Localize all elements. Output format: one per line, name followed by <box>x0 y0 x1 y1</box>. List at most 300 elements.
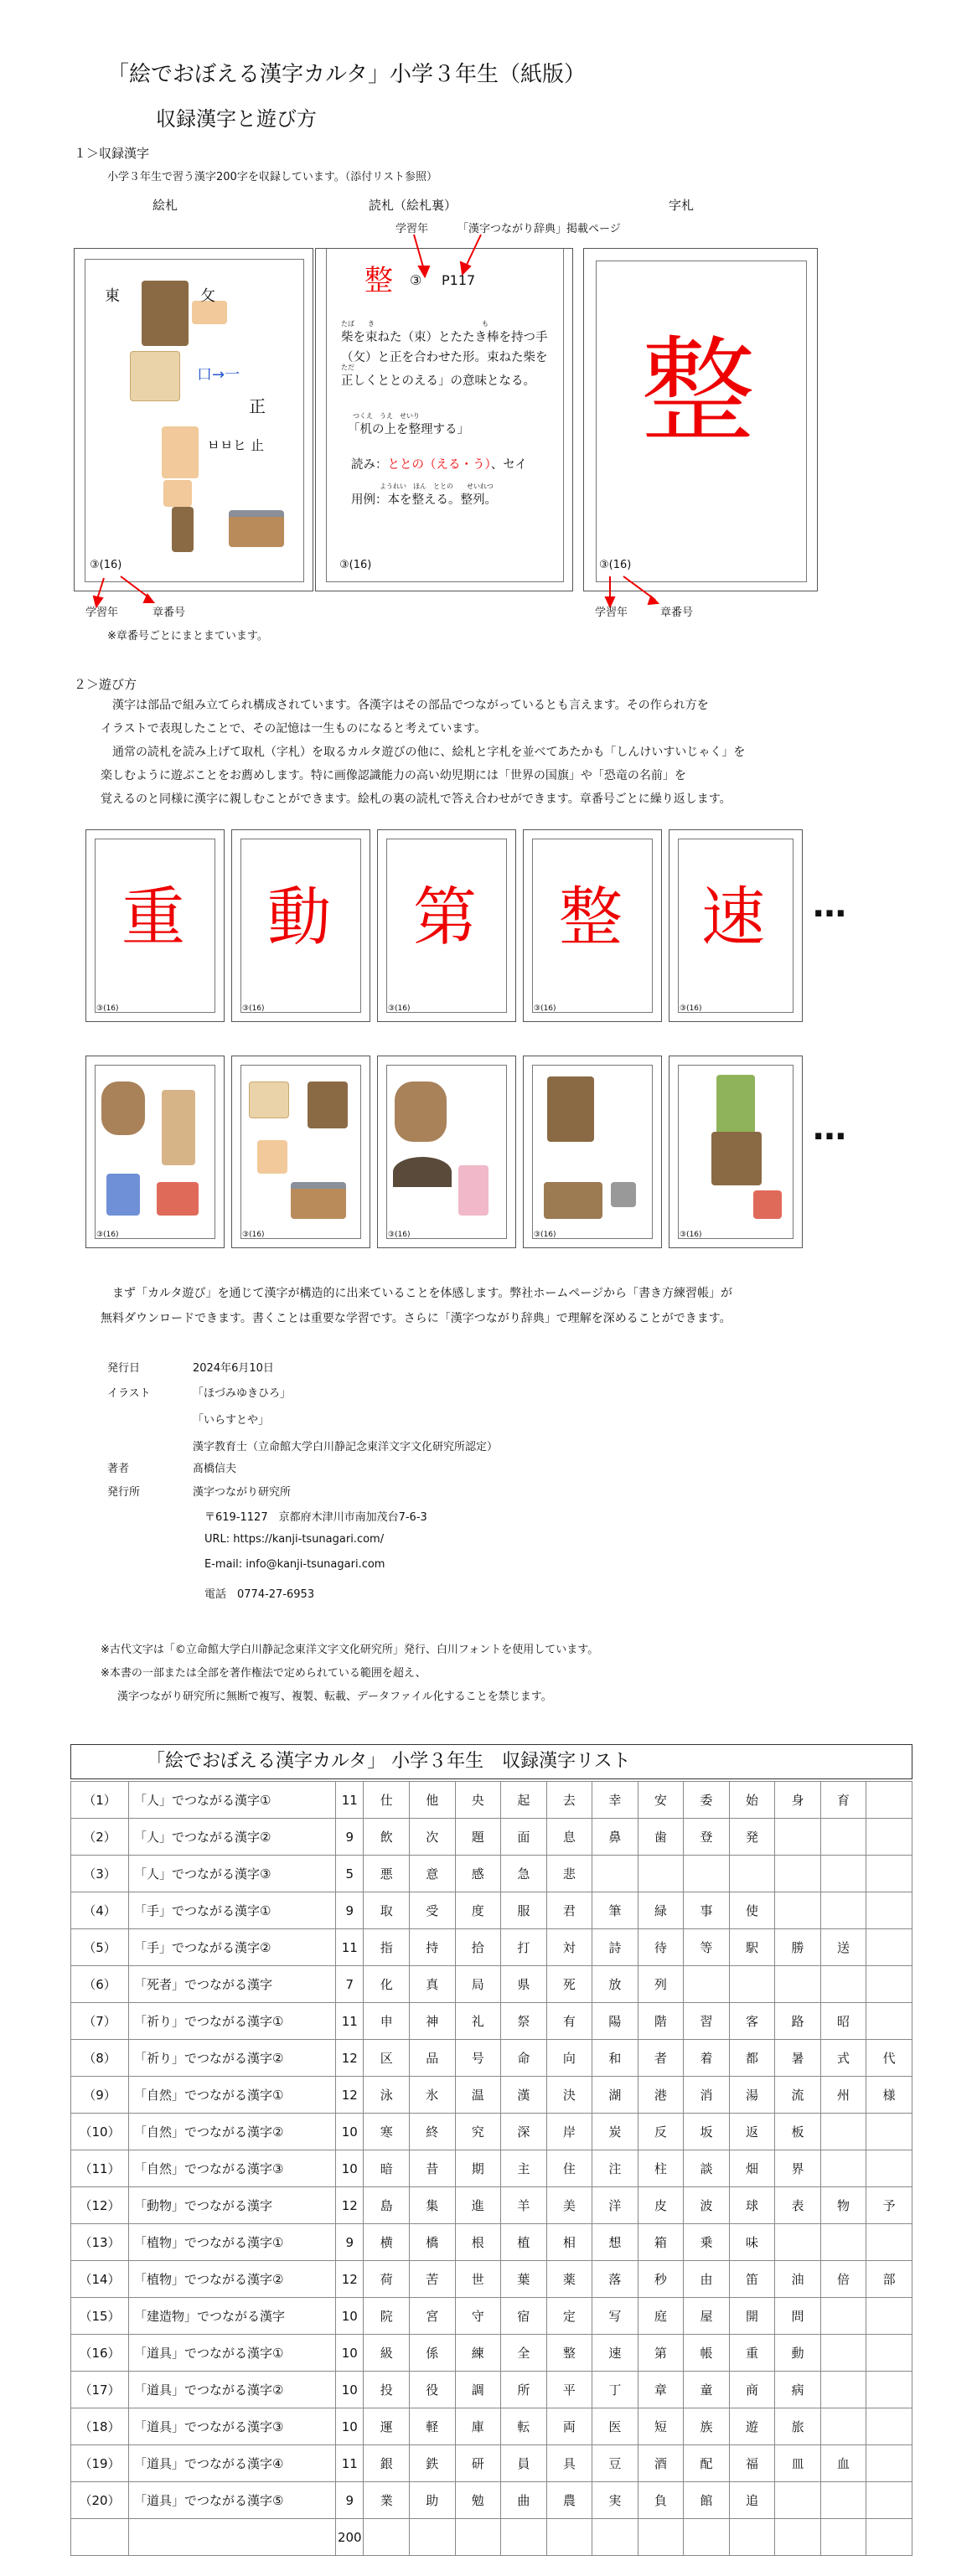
row-count: 10 <box>336 2298 364 2335</box>
kanji-cell: 昔 <box>410 2150 456 2187</box>
kanji-cell: 丁 <box>592 2372 638 2408</box>
total-row <box>71 2519 912 2556</box>
kanji-cell <box>820 2372 866 2408</box>
picture-card: ③(16) <box>669 1056 803 1248</box>
row-count: 12 <box>336 2040 364 2077</box>
kanji-cell: 息 <box>546 1819 592 1856</box>
label-yomifuda: 読札（絵札裏） <box>369 198 457 213</box>
table-row <box>71 2408 912 2445</box>
kanji-cell <box>866 1819 912 1856</box>
yomi-card-code: ③(16) <box>339 559 372 571</box>
row-group-name: 「自然」でつながる漢字③ <box>129 2150 336 2187</box>
kanji-cell: 負 <box>638 2482 684 2519</box>
row-count: 7 <box>336 1966 364 2003</box>
kanji-cell: 飲 <box>364 1819 410 1856</box>
row-group-name: 「人」でつながる漢字① <box>129 1782 336 1819</box>
date-label: 発行日 <box>107 1362 141 1375</box>
note-2: ※本書の一部または全部を著作権法で定められている範囲を超え、 <box>101 1667 426 1680</box>
kanji-cell: 育 <box>820 1782 866 1819</box>
tel: 電話 0774-27-6953 <box>204 1588 315 1601</box>
row-count: 11 <box>336 2003 364 2040</box>
row-index: （19） <box>71 2445 129 2482</box>
kanji-cell <box>684 1856 730 1892</box>
kanji-cell: 血 <box>820 2445 866 2482</box>
kanji-cell <box>866 2298 912 2335</box>
yomi-reading: 読み：ととの（える・う）、セイ <box>351 458 527 472</box>
kanji-cell <box>820 2335 866 2372</box>
row-count: 5 <box>336 1856 364 1892</box>
kanji-cell: 帳 <box>684 2335 730 2372</box>
kanji-cell <box>820 1892 866 1929</box>
kanji-cell: 和 <box>592 2040 638 2077</box>
kanji-cell: 柱 <box>638 2150 684 2187</box>
kanji-cell <box>638 1856 684 1892</box>
row-count: 11 <box>336 1929 364 1966</box>
kanji-cell: 受 <box>410 1892 456 1929</box>
kanji-cell <box>866 1856 912 1892</box>
row-count: 11 <box>336 1782 364 1819</box>
label-grade-right: 学習年 <box>595 607 628 619</box>
kanji-cell: 湖 <box>592 2077 638 2114</box>
kanji-cell: 階 <box>638 2003 684 2040</box>
kanji-cell: 進 <box>455 2187 501 2224</box>
kanji-cell <box>820 2408 866 2445</box>
kanji-cell: 期 <box>455 2150 501 2187</box>
yomi-ruby3: ただ <box>341 364 354 371</box>
kanji-cell: 緑 <box>638 1892 684 1929</box>
kanji-cell <box>775 1819 821 1856</box>
kanji-cell: 着 <box>684 2040 730 2077</box>
kanji-cell: 使 <box>729 1892 775 1929</box>
kanji-cell: 葉 <box>501 2261 547 2298</box>
table-row <box>71 2261 912 2298</box>
kanji-cell: 式 <box>820 2040 866 2077</box>
kanji-cell: 遊 <box>729 2408 775 2445</box>
kanji-cell: 庫 <box>455 2408 501 2445</box>
kanji-cell: 島 <box>364 2187 410 2224</box>
kanji-cell: 鼻 <box>592 1819 638 1856</box>
kanji-cell: 勝 <box>775 1929 821 1966</box>
kanji-cell: 開 <box>729 2298 775 2335</box>
kanji-cell: 去 <box>546 1782 592 1819</box>
kanji-cell: 病 <box>775 2372 821 2408</box>
row-group-name: 「自然」でつながる漢字① <box>129 2077 336 2114</box>
kanji-cell: 決 <box>546 2077 592 2114</box>
kanji-cell: 意 <box>410 1856 456 1892</box>
kanji-cell: 申 <box>364 2003 410 2040</box>
list-title: 「絵でおぼえる漢字カルタ」 小学３年生 収録漢字リスト <box>70 1744 912 1779</box>
kanji-cell: 度 <box>455 1892 501 1929</box>
picture-card: ③(16) <box>231 1056 370 1248</box>
kanji-cell: 調 <box>455 2372 501 2408</box>
row-group-name: 「植物」でつながる漢字① <box>129 2224 336 2261</box>
kanji-cell: 送 <box>820 1929 866 1966</box>
kanji-cell: 倍 <box>820 2261 866 2298</box>
kanji-cell: 発 <box>729 1819 775 1856</box>
kanji-cell: 写 <box>592 2298 638 2335</box>
kanji-cell: 身 <box>775 1782 821 1819</box>
kanji-cell: 相 <box>546 2224 592 2261</box>
section2-para2-line2: 楽しむように遊ぶことをお薦めします。特に画像認識能力の高い幼児期には「世界の国旗」や「恐竜の名前」を <box>101 769 686 782</box>
kanji-cell <box>775 1892 821 1929</box>
kanji-cell: 球 <box>729 2187 775 2224</box>
kanji-cell <box>866 1892 912 1929</box>
kanji-cell: 死 <box>546 1966 592 2003</box>
kanji-cell: 県 <box>501 1966 547 2003</box>
page-title: 「絵でおぼえる漢字カルタ」小学３年生（紙版） <box>107 62 586 87</box>
kanji-cell <box>729 1856 775 1892</box>
kanji-cell: 銀 <box>364 2445 410 2482</box>
kanji-cell: 物 <box>820 2187 866 2224</box>
kanji-cell: 陽 <box>592 2003 638 2040</box>
kanji-cell: 宮 <box>410 2298 456 2335</box>
kanji-cell <box>820 1856 866 1892</box>
kanji-cell <box>866 2335 912 2372</box>
label-chapter-right: 章番号 <box>660 607 694 619</box>
kanji-cell <box>775 2224 821 2261</box>
row-count: 12 <box>336 2077 364 2114</box>
kanji-cell: 皿 <box>775 2445 821 2482</box>
table-row <box>71 2335 912 2372</box>
row-index: （3） <box>71 1856 129 1892</box>
date-value: 2024年6月10日 <box>193 1362 274 1375</box>
kanji-cell: 深 <box>501 2114 547 2150</box>
kanji-cell: 全 <box>501 2335 547 2372</box>
table-row <box>71 1856 912 1892</box>
kanji-cell: 指 <box>364 1929 410 1966</box>
kanji-cell: 温 <box>455 2077 501 2114</box>
kanji-cell: 取 <box>364 1892 410 1929</box>
kanji-cell: 味 <box>729 2224 775 2261</box>
table-row <box>71 2224 912 2261</box>
table-row <box>71 2298 912 2335</box>
section2-para2-line3: 覚えるのと同様に漢字に親しむことができます。絵札の裏の読札で答え合わせができます。章番号ごとに繰り返します。 <box>101 792 731 806</box>
kanji-cell: 重 <box>729 2335 775 2372</box>
yomi-line3: 正しくととのえる」の意味となる。 <box>341 374 535 388</box>
row-count: 10 <box>336 2150 364 2187</box>
kanji-cell <box>866 1966 912 2003</box>
table-row <box>71 1819 912 1856</box>
kanji-cell: 服 <box>501 1892 547 1929</box>
kanji-cell: 終 <box>410 2114 456 2150</box>
kanji-cell: 荷 <box>364 2261 410 2298</box>
kanji-cell <box>820 2482 866 2519</box>
kanji-cell: 役 <box>410 2372 456 2408</box>
label-dict-page: 「漢字つながり辞典」掲載ページ <box>457 223 621 235</box>
kanji-cell: 由 <box>684 2261 730 2298</box>
kanji-cell: 駅 <box>729 1929 775 1966</box>
illust-label: イラスト <box>107 1387 151 1400</box>
kanji-cell: 炭 <box>592 2114 638 2150</box>
kanji-cell: 予 <box>866 2187 912 2224</box>
kanji-cell <box>820 1819 866 1856</box>
kanji-cell <box>820 2224 866 2261</box>
kanji-cell: 代 <box>866 2040 912 2077</box>
kanji-cell <box>729 1966 775 2003</box>
kanji-cell: 泳 <box>364 2077 410 2114</box>
kanji-cell: 館 <box>684 2482 730 2519</box>
kanji-cell: 落 <box>592 2261 638 2298</box>
row-count: 10 <box>336 2114 364 2150</box>
row-index: （2） <box>71 1819 129 1856</box>
kanji-cell: 委 <box>684 1782 730 1819</box>
yomi-line2: （攵）と正を合わせた形。束ねた柴を <box>341 351 548 364</box>
kanji-cell: 放 <box>592 1966 638 2003</box>
kanji-cell: 氷 <box>410 2077 456 2114</box>
kanji-cell: 旅 <box>775 2408 821 2445</box>
publisher: 漢字つながり研究所 <box>193 1486 292 1499</box>
kanji-cell: 問 <box>775 2298 821 2335</box>
email-link[interactable]: E-mail: info@kanji-tsunagari.com <box>204 1558 385 1571</box>
kanji-cell: 商 <box>729 2372 775 2408</box>
kanji-cell: 都 <box>729 2040 775 2077</box>
kanji-cell: 客 <box>729 2003 775 2040</box>
page-subtitle: 収録漢字と遊び方 <box>156 107 317 131</box>
kanji-cell: 湯 <box>729 2077 775 2114</box>
char-card: 整 ③(16) <box>523 829 662 1022</box>
section2-heading: ２＞遊び方 <box>74 677 137 692</box>
table-row <box>71 2077 912 2114</box>
row-index: （12） <box>71 2187 129 2224</box>
efuda-label-correct: 正 <box>249 396 266 416</box>
kanji-cell: 実 <box>592 2482 638 2519</box>
label-jifuda: 字札 <box>669 198 695 213</box>
efuda-label-mouth: 口→一 <box>197 366 240 384</box>
kanji-cell: 平 <box>546 2372 592 2408</box>
kanji-cell <box>866 2408 912 2445</box>
kanji-cell: 油 <box>775 2261 821 2298</box>
kanji-cell <box>866 2114 912 2150</box>
kanji-cell: 局 <box>455 1966 501 2003</box>
cert: 漢字教育士（立命館大学白川静記念東洋文字文化研究所認定） <box>193 1441 499 1453</box>
kanji-cell: 対 <box>546 1929 592 1966</box>
note-3: 漢字つながり研究所に無断で複写、複製、転載、データファイル化することを禁じます。 <box>117 1691 552 1703</box>
table-row <box>71 1929 912 1966</box>
kanji-cell: 化 <box>364 1966 410 2003</box>
kanji-cell: 者 <box>638 2040 684 2077</box>
table-row <box>71 1966 912 2003</box>
kanji-list-table <box>70 1781 912 2556</box>
kanji-cell: 波 <box>684 2187 730 2224</box>
kanji-cell: 消 <box>684 2077 730 2114</box>
kanji-cell: 板 <box>775 2114 821 2150</box>
label-grade-top: 学習年 <box>395 223 429 235</box>
kanji-cell: 有 <box>546 2003 592 2040</box>
kanji-cell: 皮 <box>638 2187 684 2224</box>
kanji-cell: 庭 <box>638 2298 684 2335</box>
kanji-cell: 寒 <box>364 2114 410 2150</box>
kanji-cell: 具 <box>546 2445 592 2482</box>
author-label: 著者 <box>107 1463 130 1475</box>
kanji-cell <box>866 2003 912 2040</box>
row-group-name: 「道具」でつながる漢字④ <box>129 2445 336 2482</box>
row-index: （11） <box>71 2150 129 2187</box>
kanji-cell: 真 <box>410 1966 456 2003</box>
label-chapter-left: 章番号 <box>152 607 186 619</box>
kanji-cell: 号 <box>455 2040 501 2077</box>
row-group-name: 「道具」でつながる漢字① <box>129 2335 336 2372</box>
picture-card: ③(16) <box>85 1056 225 1248</box>
kanji-cell: 注 <box>592 2150 638 2187</box>
yomi-ruby1: たば き も <box>341 320 488 328</box>
row-index: （14） <box>71 2261 129 2298</box>
section1-desc: 小学３年生で習う漢字200字を収録しています。（添付リスト参照） <box>107 171 438 183</box>
kanji-cell: 列 <box>638 1966 684 2003</box>
total-count: 200 <box>336 2519 364 2556</box>
more-cards-ellipsis: … <box>813 886 848 925</box>
row-count: 9 <box>336 1819 364 1856</box>
row-count: 9 <box>336 2482 364 2519</box>
char-card: 速 ③(16) <box>669 829 803 1022</box>
kanji-cell: 界 <box>775 2150 821 2187</box>
kanji-cell: 礼 <box>455 2003 501 2040</box>
kanji-cell <box>775 1966 821 2003</box>
label-efuda: 絵札 <box>152 198 178 213</box>
kanji-cell: 君 <box>546 1892 592 1929</box>
char-card: 動 ③(16) <box>231 829 370 1022</box>
kanji-cell: 仕 <box>364 1782 410 1819</box>
kanji-cell <box>866 1929 912 1966</box>
row-count: 10 <box>336 2408 364 2445</box>
char-card: 第 ③(16) <box>377 829 516 1022</box>
kanji-cell: 昭 <box>820 2003 866 2040</box>
kanji-cell: 幸 <box>592 1782 638 1819</box>
kanji-cell: 運 <box>364 2408 410 2445</box>
publisher-label: 発行所 <box>107 1486 141 1499</box>
table-row <box>71 2187 912 2224</box>
row-index: （7） <box>71 2003 129 2040</box>
kanji-cell: 守 <box>455 2298 501 2335</box>
kanji-cell: 鉄 <box>410 2445 456 2482</box>
row-group-name: 「死者」でつながる漢字 <box>129 1966 336 2003</box>
kanji-cell: 章 <box>638 2372 684 2408</box>
kanji-cell: 返 <box>729 2114 775 2150</box>
row-group-name: 「建造物」でつながる漢字 <box>129 2298 336 2335</box>
row-count: 10 <box>336 2372 364 2408</box>
kanji-cell: 定 <box>546 2298 592 2335</box>
kanji-cell: 詩 <box>592 1929 638 1966</box>
row-group-name: 「動物」でつながる漢字 <box>129 2187 336 2224</box>
section2-para1-line1: 漢字は部品で組み立てられ構成されています。各漢字はその部品でつながっているとも言えます。その作られ方を <box>112 699 709 712</box>
kanji-cell: 談 <box>684 2150 730 2187</box>
kanji-cell: 筆 <box>592 1892 638 1929</box>
kanji-cell: 植 <box>501 2224 547 2261</box>
picture-card: ③(16) <box>377 1056 516 1248</box>
jifuda-kanji: 整 <box>641 326 755 458</box>
author: 髙橋信夫 <box>193 1463 237 1475</box>
kanji-cell: 畑 <box>729 2150 775 2187</box>
kanji-cell: 住 <box>546 2150 592 2187</box>
row-index: （4） <box>71 1892 129 1929</box>
row-group-name: 「祈り」でつながる漢字② <box>129 2040 336 2077</box>
kanji-cell: 羊 <box>501 2187 547 2224</box>
kanji-cell: 岸 <box>546 2114 592 2150</box>
jifuda-card-code: ③(16) <box>599 559 632 571</box>
efuda-label-east: 東 <box>105 287 120 305</box>
kanji-cell: 転 <box>501 2408 547 2445</box>
kanji-cell: 係 <box>410 2335 456 2372</box>
kanji-cell: 豆 <box>592 2445 638 2482</box>
kanji-cell: 命 <box>501 2040 547 2077</box>
kanji-cell: 動 <box>775 2335 821 2372</box>
kanji-cell: 起 <box>501 1782 547 1819</box>
table-row <box>71 2372 912 2408</box>
kanji-cell <box>866 2372 912 2408</box>
kanji-cell: 整 <box>546 2335 592 2372</box>
row-group-name: 「道具」でつながる漢字③ <box>129 2408 336 2445</box>
kanji-cell <box>820 2114 866 2150</box>
char-card: 重 ③(16) <box>85 829 225 1022</box>
kanji-cell: 院 <box>364 2298 410 2335</box>
kanji-cell: 第 <box>638 2335 684 2372</box>
yomi-line1: 柴を束ねた（束）とたたき棒を持つ手 <box>341 331 548 344</box>
kanji-cell: 央 <box>455 1782 501 1819</box>
kanji-cell: 打 <box>501 1929 547 1966</box>
table-row <box>71 2003 912 2040</box>
kanji-cell: 想 <box>592 2224 638 2261</box>
kanji-cell: 習 <box>684 2003 730 2040</box>
row-index: （13） <box>71 2224 129 2261</box>
kanji-cell: 暗 <box>364 2150 410 2187</box>
kanji-cell: 業 <box>364 2482 410 2519</box>
kanji-cell: 歯 <box>638 1819 684 1856</box>
kanji-cell: 福 <box>729 2445 775 2482</box>
kanji-cell: 秒 <box>638 2261 684 2298</box>
section2-para1-line2: イラストで表現したことで、その記憶は一生ものになると考えています。 <box>101 722 487 736</box>
closing-line2: 無料ダウンロードできます。書くことは重要な学習です。さらに「漢字つながり辞典」で理解を深めることができます。 <box>101 1312 731 1325</box>
kanji-cell: 州 <box>820 2077 866 2114</box>
kanji-cell: 表 <box>775 2187 821 2224</box>
kanji-cell: 級 <box>364 2335 410 2372</box>
kanji-cell: 感 <box>455 1856 501 1892</box>
row-index: （6） <box>71 1966 129 2003</box>
yomi-grade-mark: ③ <box>410 272 422 288</box>
kanji-cell <box>820 1966 866 2003</box>
kanji-cell: 美 <box>546 2187 592 2224</box>
row-index: （5） <box>71 1929 129 1966</box>
kanji-cell <box>866 1782 912 1819</box>
kanji-cell: 洋 <box>592 2187 638 2224</box>
kanji-cell <box>866 2445 912 2482</box>
chapter-note: ※章番号ごとにまとまています。 <box>107 630 268 643</box>
kanji-cell: 持 <box>410 1929 456 1966</box>
kanji-cell <box>775 2482 821 2519</box>
kanji-cell: 練 <box>455 2335 501 2372</box>
closing-line1: まず「カルタ遊び」を通じて漢字が構造的に出来ていることを体感します。弊社ホームページから「書き方練習帳」が <box>112 1287 733 1300</box>
kanji-cell: 反 <box>638 2114 684 2150</box>
address: 〒619-1127 京都府木津川市南加茂台7-6-3 <box>204 1511 427 1524</box>
kanji-cell: 次 <box>410 1819 456 1856</box>
kanji-cell: 乗 <box>684 2224 730 2261</box>
row-index: （9） <box>71 2077 129 2114</box>
kanji-cell: 両 <box>546 2408 592 2445</box>
kanji-cell: 究 <box>455 2114 501 2150</box>
row-group-name: 「手」でつながる漢字① <box>129 1892 336 1929</box>
row-index: （8） <box>71 2040 129 2077</box>
row-group-name: 「人」でつながる漢字③ <box>129 1856 336 1892</box>
efuda-card-code: ③(16) <box>90 559 122 571</box>
table-row <box>71 2445 912 2482</box>
efuda-label-strike: 攵 <box>200 287 215 305</box>
yomi-example: 「机の上を整理する」 <box>348 423 469 436</box>
url-link[interactable]: URL: https://kanji-tsunagari.com/ <box>204 1533 385 1546</box>
kanji-cell: 面 <box>501 1819 547 1856</box>
kanji-cell: 世 <box>455 2261 501 2298</box>
kanji-cell: 安 <box>638 1782 684 1819</box>
kanji-cell: 路 <box>775 2003 821 2040</box>
kanji-cell: 所 <box>501 2372 547 2408</box>
row-index: （18） <box>71 2408 129 2445</box>
